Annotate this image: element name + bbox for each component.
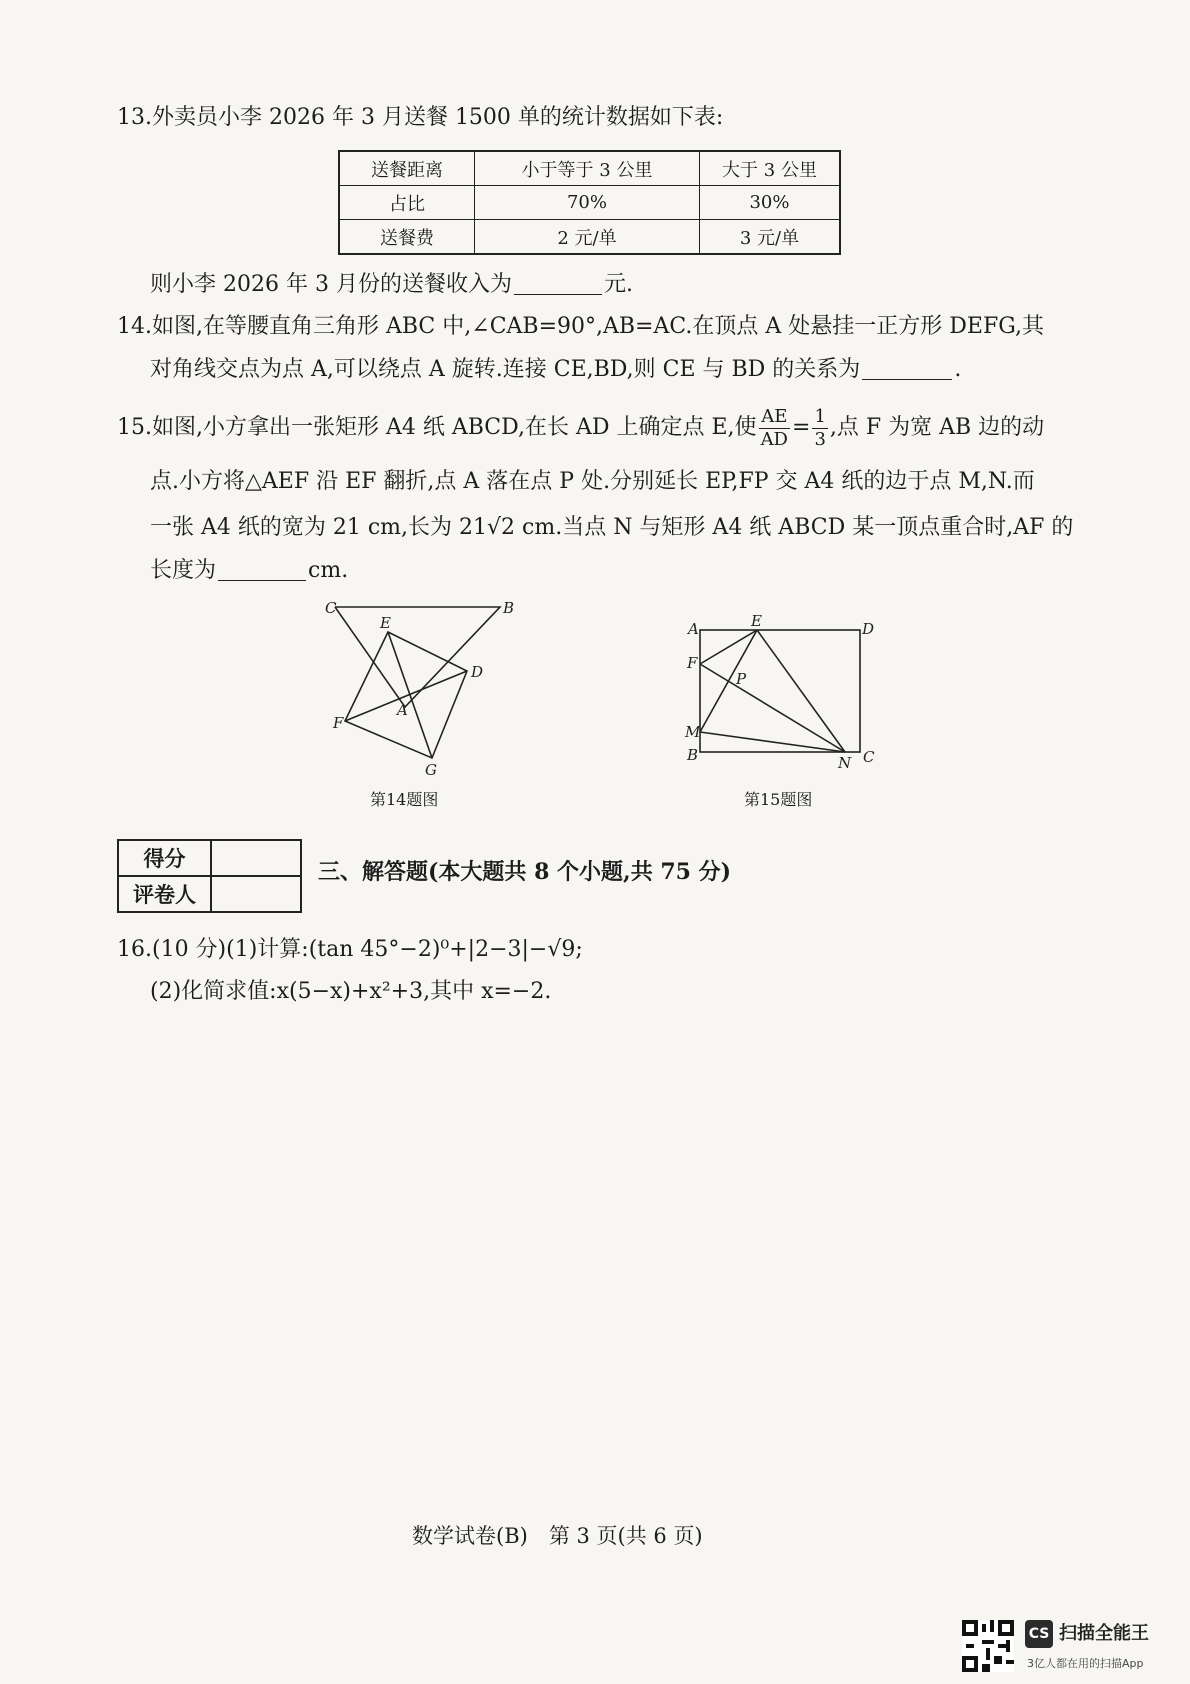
- answer-blank: [514, 272, 602, 295]
- label-a: A: [688, 620, 699, 638]
- fraction-one-third: [812, 406, 827, 451]
- table-cell: 送餐距离: [339, 151, 475, 186]
- label-a: A: [397, 701, 408, 719]
- answer-blank: [862, 357, 952, 380]
- fraction-denominator: AD: [760, 428, 788, 450]
- table-cell: 小于等于 3 公里: [475, 151, 700, 186]
- label-e: E: [380, 614, 391, 632]
- segment-en: [757, 630, 845, 752]
- q16-part1: 16.(10 分)(1)计算:(tan 45°−2)⁰+|2−3|−√9;: [117, 937, 583, 962]
- q15-line1-text: 15.如图,小方拿出一张矩形 A4 纸 ABCD,在长 AD 上确定点 E,使: [117, 415, 757, 440]
- fraction-ae-ad: [759, 406, 790, 451]
- q13-table: [338, 150, 841, 255]
- q15-line3: 一张 A4 纸的宽为 21 cm,长为 21√2 cm.当点 N 与矩形 A4 纸 ABCD 某一顶点重合时,AF 的: [150, 515, 1074, 540]
- equals-sign: =: [792, 415, 811, 440]
- figure-15-caption: 第15题图: [744, 790, 813, 809]
- q15-line4-text: 长度为: [150, 558, 217, 583]
- q15-line2: 点.小方将△AEF 沿 EF 翻折,点 A 落在点 P 处.分别延长 EP,FP 交 A4 纸的边于点 M,N.而: [150, 469, 1035, 494]
- q13-stem: 13.外卖员小李 2026 年 3 月送餐 1500 单的统计数据如下表:: [117, 105, 724, 130]
- cs-logo-icon: CS: [1025, 1620, 1053, 1648]
- table-row: [339, 220, 840, 255]
- figure-14-caption: 第14题图: [370, 790, 439, 809]
- label-f: F: [687, 654, 698, 672]
- label-d: D: [862, 620, 875, 638]
- q15-line1-end: ,点 F 为宽 AB 边的动: [829, 415, 1045, 440]
- table-row: [118, 840, 301, 876]
- label-f: F: [333, 714, 344, 732]
- label-g: G: [425, 761, 437, 779]
- q14-line2: [150, 355, 961, 385]
- scanner-app-tagline: 3亿人都在用的扫描App: [1027, 1657, 1144, 1670]
- segment-mn: [700, 732, 845, 752]
- table-cell: 大于 3 公里: [700, 151, 841, 186]
- table-cell: 70%: [475, 186, 700, 220]
- score-box: [117, 839, 302, 913]
- score-field: [211, 840, 301, 876]
- page-footer: 数学试卷(B) 第 3 页(共 6 页): [412, 1524, 703, 1548]
- table-row: [118, 876, 301, 912]
- q13-question-text: 则小李 2026 年 3 月份的送餐收入为: [150, 272, 512, 297]
- fraction-denominator: 3: [814, 428, 826, 450]
- table-row: [339, 151, 840, 186]
- label-e: E: [751, 612, 762, 630]
- q15-line1: [117, 405, 1044, 451]
- segment-fn: [700, 664, 845, 752]
- table-cell: 2 元/单: [475, 220, 700, 255]
- label-p: P: [736, 670, 747, 688]
- grader-field: [211, 876, 301, 912]
- q16-part2: (2)化简求值:x(5−x)+x²+3,其中 x=−2.: [150, 979, 552, 1004]
- table-cell: 3 元/单: [700, 220, 841, 255]
- grader-label: 评卷人: [118, 876, 211, 912]
- table-cell: 占比: [339, 186, 475, 220]
- fraction-numerator: 1: [814, 405, 826, 427]
- answer-blank: [218, 558, 306, 581]
- label-d: D: [471, 663, 484, 681]
- scanner-app-name: 扫描全能王: [1059, 1623, 1149, 1644]
- label-n: N: [838, 754, 852, 772]
- table-cell: 送餐费: [339, 220, 475, 255]
- figure-14: [325, 595, 535, 780]
- table-row: [339, 186, 840, 220]
- score-label: 得分: [118, 840, 211, 876]
- rectangle-abcd: [700, 630, 860, 752]
- label-c: C: [325, 599, 337, 617]
- segment-fe: [700, 630, 757, 664]
- q15-line4: [150, 556, 348, 586]
- label-b: B: [503, 599, 515, 617]
- label-b: B: [687, 746, 699, 764]
- q14-line1: 14.如图,在等腰直角三角形 ABC 中,∠CAB=90°,AB=AC.在顶点 A 处悬挂一正方形 DEFG,其: [117, 314, 1045, 339]
- section-3-title: 三、解答题(本大题共 8 个小题,共 75 分): [318, 859, 732, 885]
- table-cell: 30%: [700, 186, 841, 220]
- q13-question: [150, 270, 633, 300]
- fraction-numerator: AE: [759, 406, 790, 429]
- q15-line4-unit: cm.: [308, 558, 349, 583]
- q13-question-unit: 元.: [603, 272, 633, 297]
- qr-code-icon: [962, 1620, 1014, 1672]
- q14-line2-text: 对角线交点为点 A,可以绕点 A 旋转.连接 CE,BD,则 CE 与 BD 的关系为: [150, 357, 861, 382]
- square-defg: [345, 632, 467, 758]
- label-m: M: [685, 723, 701, 741]
- figure-15: [680, 612, 880, 772]
- q14-line2-end: .: [954, 357, 962, 382]
- label-c: C: [863, 748, 875, 766]
